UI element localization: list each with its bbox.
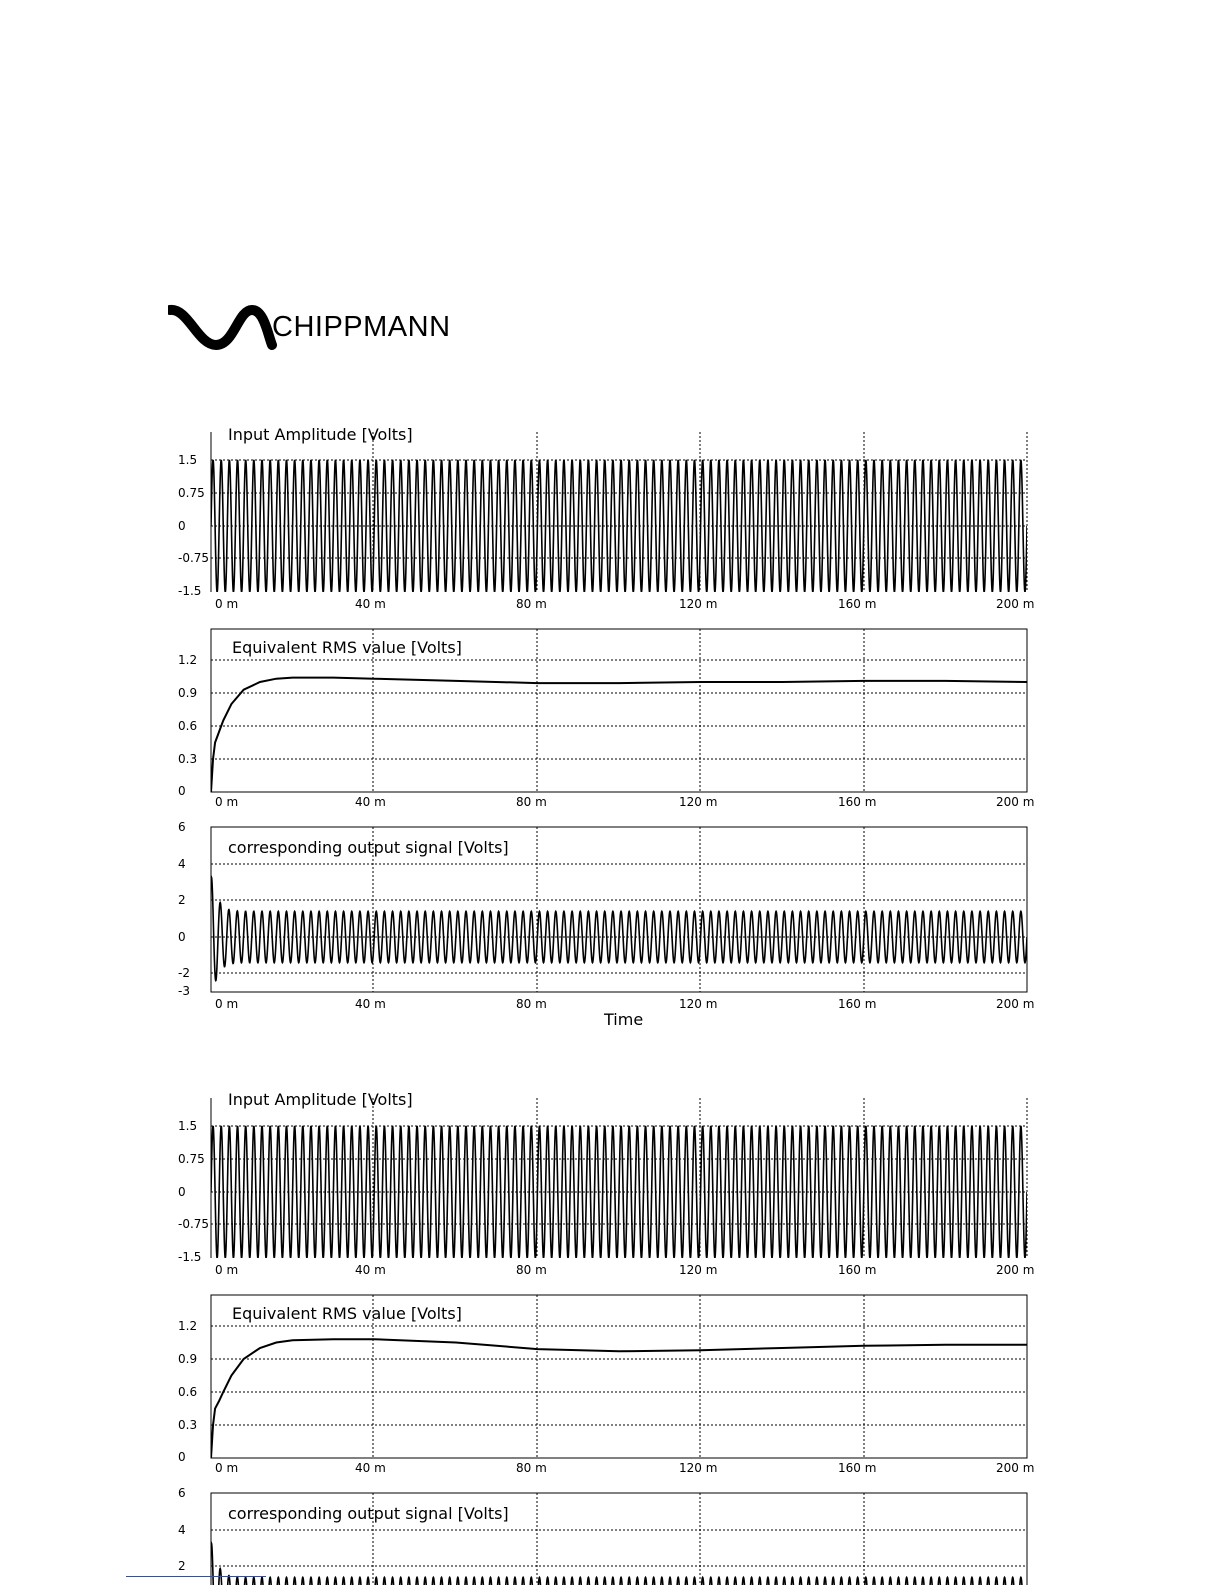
y-tick-label: -2	[178, 966, 190, 980]
x-tick-label: 160 m	[838, 597, 877, 611]
x-tick-label: 0 m	[215, 997, 239, 1011]
x-tick-label: 0 m	[215, 597, 239, 611]
x-tick-label: 200 m	[996, 997, 1035, 1011]
x-tick-label: 200 m	[996, 1263, 1035, 1277]
x-tick-label: 40 m	[355, 997, 386, 1011]
y-tick-label: 0.75	[178, 486, 205, 500]
x-tick-label: 80 m	[516, 1461, 547, 1475]
y-tick-label: 1.5	[178, 453, 198, 467]
footnote-rule	[126, 1576, 266, 1577]
panel-title: Input Amplitude [Volts]	[228, 1090, 413, 1109]
x-tick-label: 40 m	[355, 1263, 386, 1277]
y-tick-label: 0	[178, 930, 186, 944]
series-line	[211, 678, 1027, 792]
y-tick-label: 0.9	[178, 686, 198, 700]
y-tick-label: 0	[178, 1185, 186, 1199]
series-line	[211, 460, 1027, 592]
series-line	[211, 1339, 1027, 1458]
x-tick-label: 80 m	[516, 795, 547, 809]
x-tick-label: 0 m	[215, 795, 239, 809]
panel-title: Equivalent RMS value [Volts]	[232, 638, 462, 657]
x-tick-label: 120 m	[679, 1461, 718, 1475]
series-line	[211, 877, 1027, 980]
y-tick-label: 1.5	[178, 1119, 198, 1133]
y-tick-label: -1.5	[178, 584, 202, 598]
y-tick-label: 0.3	[178, 1418, 198, 1432]
y-tick-label: 0	[178, 519, 186, 533]
panel-title: Input Amplitude [Volts]	[228, 425, 413, 444]
x-tick-label: 80 m	[516, 1263, 547, 1277]
y-tick-label: -0.75	[178, 551, 210, 565]
y-tick-label: 0	[178, 784, 186, 798]
x-tick-label: 160 m	[838, 1461, 877, 1475]
y-tick-label: 4	[178, 857, 186, 871]
y-tick-label: 0	[178, 1450, 186, 1464]
x-tick-label: 200 m	[996, 795, 1035, 809]
y-tick-label: 0.75	[178, 1152, 205, 1166]
x-tick-label: 160 m	[838, 795, 877, 809]
y-tick-label: 4	[178, 1523, 186, 1537]
y-tick-label: 0.6	[178, 719, 198, 733]
panel-title: Equivalent RMS value [Volts]	[232, 1304, 462, 1323]
x-tick-label: 80 m	[516, 997, 547, 1011]
x-tick-label: 40 m	[355, 1461, 386, 1475]
y-tick-label: -0.75	[178, 1217, 210, 1231]
x-tick-label: 120 m	[679, 997, 718, 1011]
y-tick-label: 0.3	[178, 752, 198, 766]
x-tick-label: 200 m	[996, 597, 1035, 611]
x-tick-label: 200 m	[996, 1461, 1035, 1475]
x-tick-label: 40 m	[355, 597, 386, 611]
x-tick-label: 160 m	[838, 997, 877, 1011]
x-tick-label: 160 m	[838, 1263, 877, 1277]
y-tick-label: -1.5	[178, 1250, 202, 1264]
y-tick-label: 0.9	[178, 1352, 198, 1366]
panel-title: corresponding output signal [Volts]	[228, 1504, 509, 1523]
y-tick-label: 1.2	[178, 653, 198, 667]
y-tick-label: 6	[178, 1486, 186, 1500]
x-tick-label: 120 m	[679, 795, 718, 809]
series-line	[211, 1543, 1027, 1585]
y-tick-label: 1.2	[178, 1319, 198, 1333]
panel-title: corresponding output signal [Volts]	[228, 838, 509, 857]
x-tick-label: 0 m	[215, 1461, 239, 1475]
x-axis-label: Time	[604, 1010, 644, 1029]
y-tick-label: 2	[178, 1559, 186, 1573]
y-tick-label: 0.6	[178, 1385, 198, 1399]
y-tick-label: 2	[178, 893, 186, 907]
brand-name: CHIPPMANN	[272, 311, 451, 343]
x-tick-label: 80 m	[516, 597, 547, 611]
x-tick-label: 120 m	[679, 597, 718, 611]
y-tick-label: -3	[178, 984, 190, 998]
x-tick-label: 120 m	[679, 1263, 718, 1277]
y-tick-label: 6	[178, 820, 186, 834]
x-tick-label: 40 m	[355, 795, 386, 809]
x-tick-label: 0 m	[215, 1263, 239, 1277]
series-line	[211, 1126, 1027, 1258]
